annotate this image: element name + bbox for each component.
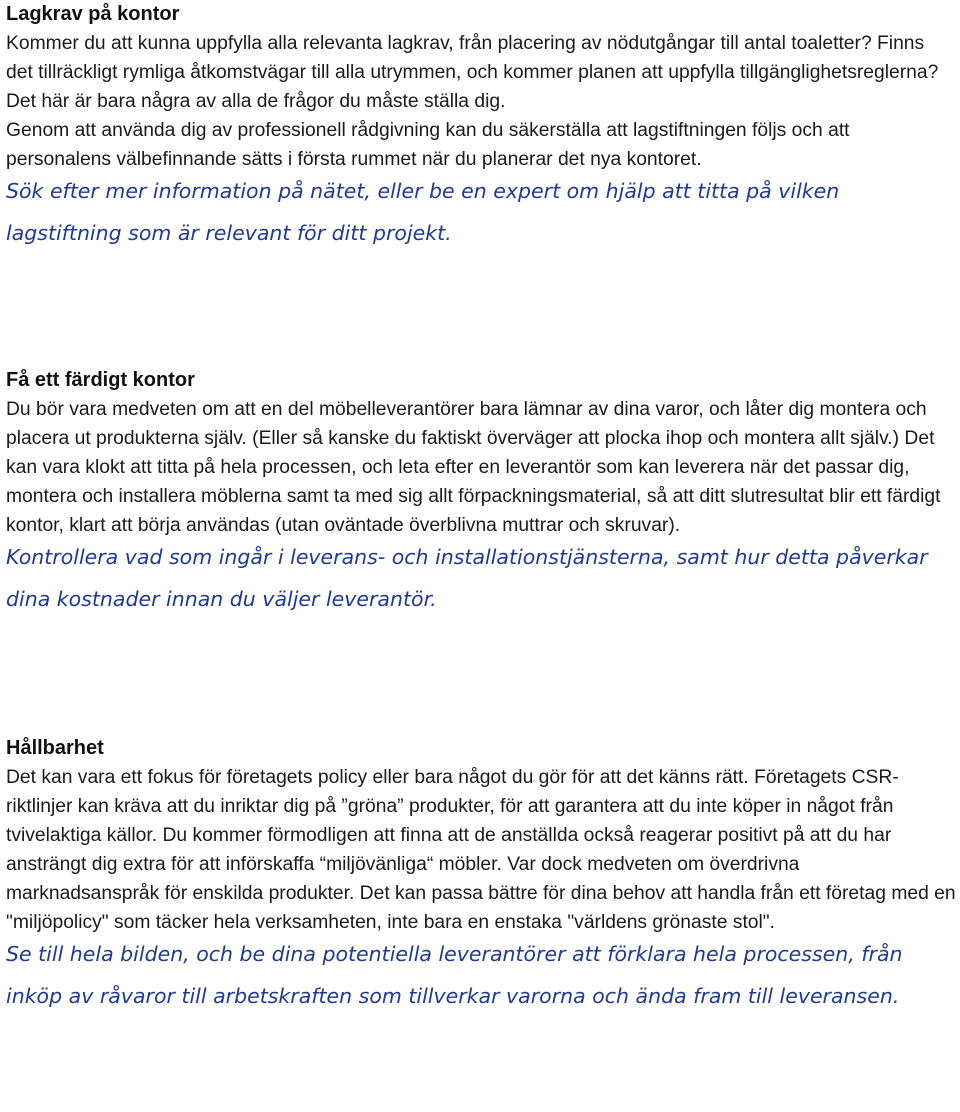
section-body — [6, 29, 956, 174]
section-fardigt-kontor — [6, 366, 956, 620]
advice-callout: Kontrollera vad som ingår i leverans- och installationstjänsterna, samt hur detta påverkar dina kostnader innan du väljer leverantör. — [6, 545, 928, 611]
section-heading: Få ett färdigt kontor — [6, 369, 195, 391]
paragraph: Det kan vara ett fokus för företagets policy eller bara något du gör för att det känns rätt. Företagets CSR-riktlinjer kan kräva att du inriktar dig på ”gröna” produkter, för att garantera att du inte köper in något från tvivelaktiga källor. Du kommer förmodligen att finna att de anställda också reagerar positivt på att du har ansträngt dig extra för att införskaffa “miljövänliga“ möbler. Var dock medveten om överdrivna marknadsanspråk för enskilda produkter. Det kan passa bättre för dina behov att handla från ett företag med en "miljöpolicy" som täcker hela verksamheten, inte bara en enstaka "världens grönaste stol". — [6, 767, 956, 933]
section-hallbarhet — [6, 734, 956, 1017]
section-body — [6, 763, 956, 937]
section-heading: Lagkrav på kontor — [6, 3, 180, 25]
advice-callout: Se till hela bilden, och be dina potentiella leverantörer att förklara hela processen, från inköp av råvaror till arbetskraften som tillverkar varorna och ända fram till leveransen. — [6, 942, 903, 1008]
advice-callout: Sök efter mer information på nätet, eller be en expert om hjälp att titta på vilken lagstiftning som är relevant för ditt projekt. — [6, 179, 840, 245]
section-body — [6, 395, 956, 540]
paragraph: Du bör vara medveten om att en del möbelleverantörer bara lämnar av dina varor, och låter dig montera och placera ut produkterna själv. (Eller så kanske du faktiskt överväger att plocka ihop och montera allt själv.) Det kan vara klokt att titta på hela processen, och leta efter en leverantör som kan leverera när det passar dig, montera och installera möblerna samt ta med sig allt förpackningsmaterial, så att ditt slutresultat blir ett färdigt kontor, klart att börja användas (utan oväntade överblivna muttrar och skruvar). — [6, 399, 941, 536]
paragraph: Genom att använda dig av professionell rådgivning kan du säkerställa att lagstiftningen följs och att personalens välbefinnande sätts i första rummet när du planerar det nya kontoret. — [6, 120, 850, 170]
section-heading: Hållbarhet — [6, 737, 104, 759]
paragraph: Kommer du att kunna uppfylla alla relevanta lagkrav, från placering av nödutgångar till antal toaletter? Finns det tillräckligt rymliga åtkomstvägar till alla utrymmen, och kommer planen att uppfylla tillgänglighetsreglerna? Det här är bara några av alla de frågor du måste ställa dig. — [6, 33, 939, 112]
section-lagkrav — [6, 0, 956, 254]
